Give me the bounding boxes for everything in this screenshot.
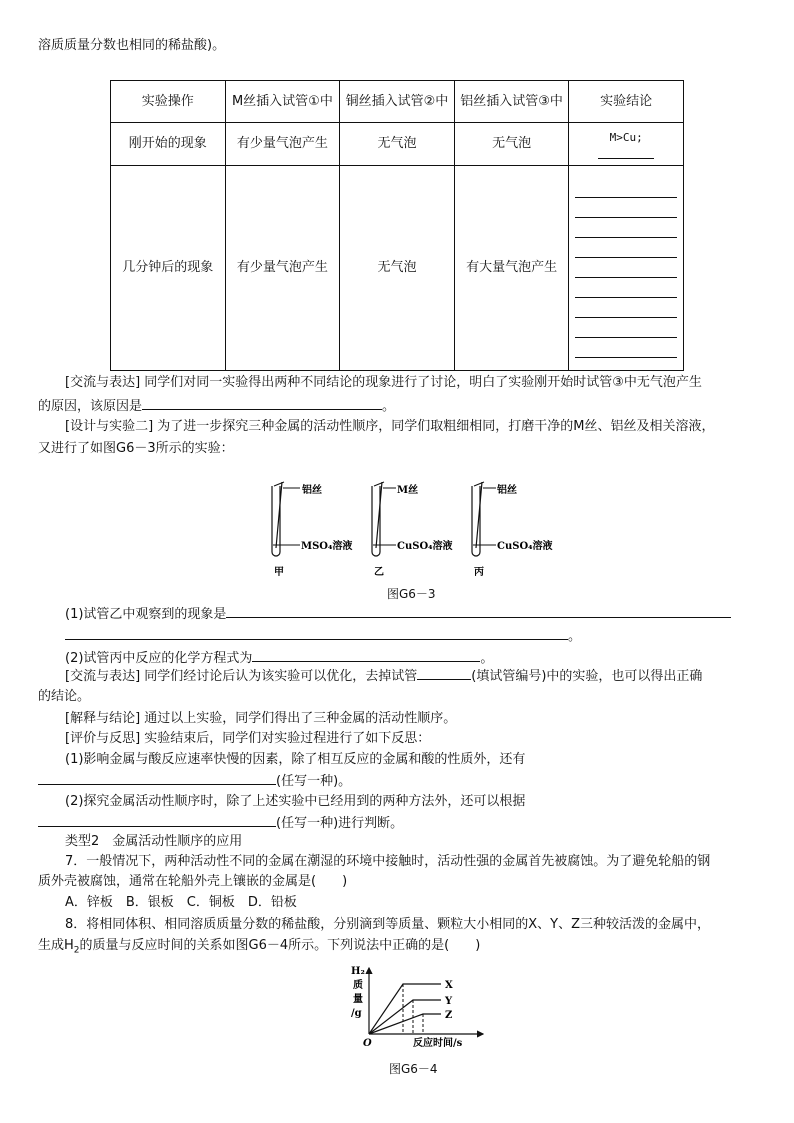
q7-line1: 7．一般情况下，两种活动性不同的金属在潮湿的环境中接触时，活动性强的金属首先被腐蚀。为了避免轮船的钢 bbox=[65, 854, 711, 869]
tube-jia bbox=[272, 482, 352, 578]
conclusion-blank[interactable] bbox=[598, 146, 654, 159]
design-2-line1: [设计与实验二] 为了进一步探究三种金属的活动性顺序，同学们取粗细相同，打磨干净的M丝、铝丝及相关溶液， bbox=[65, 419, 715, 434]
series-x-label: X bbox=[445, 980, 453, 991]
row-later-cu: 无气泡 bbox=[340, 166, 455, 371]
tube-label-yi: 乙 bbox=[374, 567, 384, 578]
tube-bing bbox=[472, 482, 553, 578]
tube-yi bbox=[372, 482, 453, 578]
q7-options: A．锌板 B．银板 C．铜板 D．铅板 bbox=[65, 895, 297, 910]
q8-line1: 8．将相同体积、相同溶质质量分数的稀盐酸，分别滴到等质量、颗粒大小相同的X、Y、Z三种较活泼的金属中， bbox=[65, 917, 711, 932]
reason-suffix: 。 bbox=[382, 399, 396, 414]
q1-line bbox=[65, 604, 756, 624]
origin-label: O bbox=[363, 1038, 372, 1049]
discussion-2-suffix: (填试管编号)中的实验，也可以得出正确 bbox=[471, 669, 703, 684]
q7-line2: 质外壳被腐蚀，通常在轮船外壳上镶嵌的金属是( ) bbox=[38, 874, 348, 889]
y-label-4: /g bbox=[351, 1008, 362, 1019]
discussion-2-end: 的结论。 bbox=[38, 689, 91, 704]
reflection-2-suffix: (任写一种)进行判断。 bbox=[276, 816, 404, 831]
tube-label-jia: 甲 bbox=[274, 567, 284, 578]
row-later-m: 有少量气泡产生 bbox=[225, 166, 340, 371]
row-start-al: 无气泡 bbox=[454, 123, 569, 166]
header-cu-wire: 铜丝插入试管②中 bbox=[340, 81, 455, 123]
q1-suffix: 。 bbox=[568, 629, 582, 644]
row-later-conclusion[interactable] bbox=[569, 166, 684, 371]
header-al-wire: 铝丝插入试管③中 bbox=[454, 81, 569, 123]
x-label: 反应时间/s bbox=[413, 1038, 463, 1049]
solution-label-yi: CuSO₄溶液 bbox=[397, 541, 453, 552]
wire-label-yi: M丝 bbox=[397, 485, 419, 496]
series-x-line bbox=[369, 984, 441, 1034]
row-later-label: 几分钟后的现象 bbox=[111, 166, 226, 371]
solution-label-jia: MSO₄溶液 bbox=[301, 541, 353, 552]
discussion-1-reason bbox=[38, 396, 756, 416]
reason-prefix: 的原因，该原因是 bbox=[38, 399, 143, 414]
row-start-conclusion bbox=[569, 123, 684, 166]
tube-label-bing: 丙 bbox=[474, 567, 484, 578]
discussion-2-prefix: [交流与表达] 同学们经讨论后认为该实验可以优化，去掉试管 bbox=[65, 669, 418, 684]
design-2-line2: 又进行了如图G6－3所示的实验： bbox=[38, 441, 234, 456]
reflection-1-suffix: (任写一种)。 bbox=[276, 774, 352, 789]
type-2-heading: 类型2 金属活动性顺序的应用 bbox=[65, 834, 243, 849]
header-operation: 实验操作 bbox=[111, 81, 226, 123]
q8-line2 bbox=[38, 937, 756, 960]
q1-prefix: (1)试管乙中观察到的现象是 bbox=[65, 607, 227, 622]
header-conclusion: 实验结论 bbox=[569, 81, 684, 123]
wire-label-bing: 铝丝 bbox=[497, 485, 517, 496]
reason-blank[interactable] bbox=[142, 396, 382, 410]
figure-g6-3-caption: 图G6－3 bbox=[387, 587, 436, 601]
explanation: [解释与结论] 通过以上实验，同学们得出了三种金属的活动性顺序。 bbox=[65, 711, 457, 726]
discussion-2 bbox=[65, 666, 756, 686]
q2-line bbox=[65, 648, 756, 668]
q2-prefix: (2)试管丙中反应的化学方程式为 bbox=[65, 651, 253, 666]
q1-blank-1[interactable] bbox=[226, 604, 731, 618]
tube-number-blank[interactable] bbox=[417, 666, 471, 680]
series-z-line bbox=[369, 1014, 441, 1034]
q8-suffix: 的质量与反应时间的关系如图G6－4所示。下列说法中正确的是( ) bbox=[79, 938, 481, 953]
figure-g6-4-caption: 图G6－4 bbox=[389, 1062, 438, 1076]
reflection: [评价与反思] 实验结束后，同学们对实验过程进行了如下反思： bbox=[65, 731, 431, 746]
q8-prefix: 生成H bbox=[38, 938, 74, 953]
reflection-1: (1)影响金属与酸反应速率快慢的因素，除了相互反应的金属和酸的性质外，还有 bbox=[65, 752, 526, 767]
conclusion-text: M>Cu; bbox=[609, 131, 643, 144]
intro-line: 溶质质量分数也相同的稀盐酸)。 bbox=[38, 38, 226, 53]
row-later-al: 有大量气泡产生 bbox=[454, 166, 569, 371]
wire-label-jia: 铝丝 bbox=[302, 485, 322, 496]
figure-g6-3 bbox=[260, 478, 560, 578]
row-start-label: 刚开始的现象 bbox=[111, 123, 226, 166]
y-label-3: 量 bbox=[353, 994, 363, 1005]
reflection-1-answer bbox=[38, 771, 756, 791]
reflection-2: (2)探究金属活动性顺序时，除了上述实验中已经用到的两种方法外，还可以根据 bbox=[65, 794, 526, 809]
row-start-cu: 无气泡 bbox=[340, 123, 455, 166]
series-z-label: Z bbox=[445, 1010, 453, 1021]
row-start-m: 有少量气泡产生 bbox=[225, 123, 340, 166]
figure-g6-4 bbox=[345, 962, 485, 1052]
reflection-2-blank[interactable] bbox=[38, 813, 276, 827]
y-label-1: H₂ bbox=[351, 966, 365, 977]
q2-suffix: 。 bbox=[480, 651, 494, 666]
reflection-1-blank[interactable] bbox=[38, 771, 276, 785]
q1-blank-2[interactable] bbox=[65, 626, 568, 640]
series-y-label: Y bbox=[445, 996, 453, 1007]
discussion-1: [交流与表达] 同学们对同一实验得出两种不同结论的现象进行了讨论，明白了实验刚开始时试管③中无气泡产生 bbox=[65, 375, 702, 390]
header-m-wire: M丝插入试管①中 bbox=[225, 81, 340, 123]
y-label-2: 质 bbox=[353, 980, 363, 991]
q8-subscript: 2 bbox=[73, 945, 80, 956]
series-y-line bbox=[369, 1000, 441, 1034]
solution-label-bing: CuSO₄溶液 bbox=[497, 541, 553, 552]
experiment-table bbox=[110, 80, 684, 371]
reflection-2-answer bbox=[38, 813, 756, 833]
q1-line2 bbox=[65, 626, 756, 646]
q2-blank[interactable] bbox=[252, 648, 480, 662]
